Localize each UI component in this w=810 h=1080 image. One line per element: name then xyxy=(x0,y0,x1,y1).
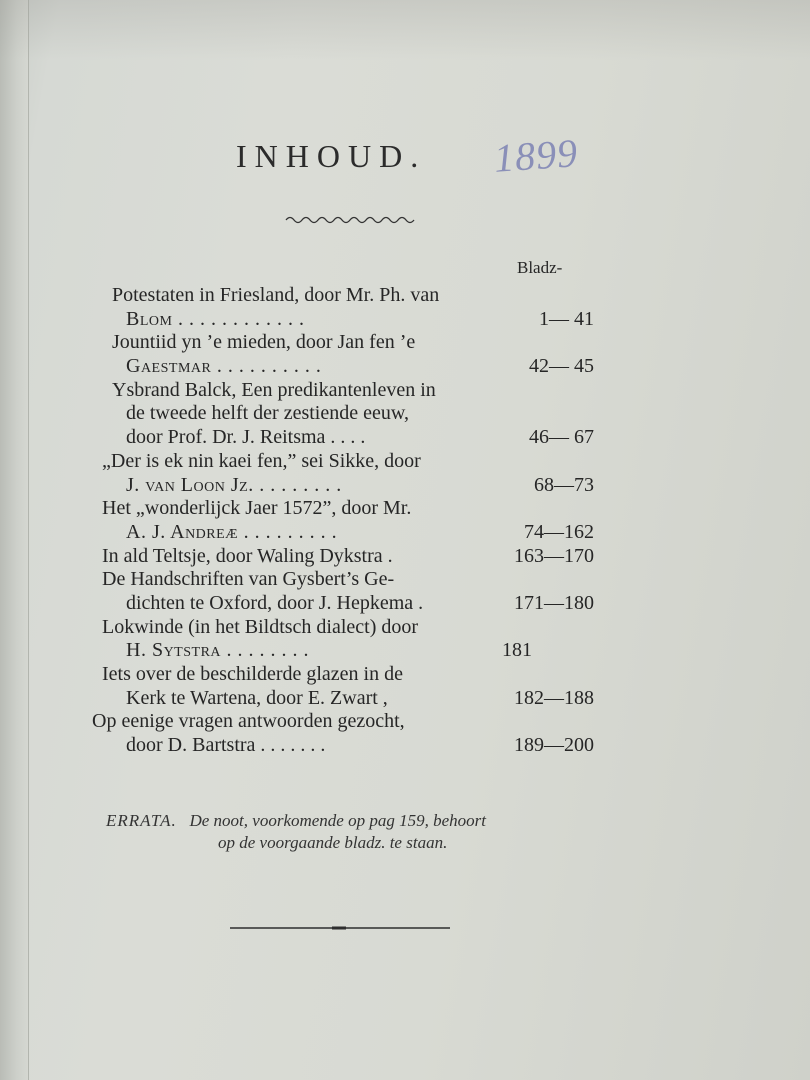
toc-line: de tweede helft der zestiende eeuw, xyxy=(126,402,409,425)
toc-line: Lokwinde (in het Bildtsch dialect) door xyxy=(102,615,419,638)
page-range: 1— 41 xyxy=(539,307,594,330)
page-range: 46— 67 xyxy=(529,426,594,449)
page-title: INHOUD. xyxy=(236,138,427,174)
toc-line: J. van Loon Jz. . . . . . . . . 68—73 xyxy=(126,473,594,496)
page-shadow xyxy=(0,0,810,60)
page-range: 42— 45 xyxy=(529,355,594,378)
toc-line: A. J. Andreæ . . . . . . . . . 74—162 xyxy=(126,520,594,543)
page-range: 182—188 xyxy=(514,686,594,709)
toc-line: In ald Teltsje, door Waling Dykstra . 163—170 xyxy=(102,544,594,567)
toc-line: Blom . . . . . . . . . . . . 1— 41 xyxy=(126,307,594,330)
errata-note xyxy=(106,810,606,854)
table-of-contents xyxy=(92,284,598,758)
toc-line: Het „wonderlijck Jaer 1572”, door Mr. xyxy=(102,497,412,520)
errata-text-line2: op de voorgaande bladz. te staan. xyxy=(218,833,448,852)
toc-line: Ysbrand Balck, Een predikantenleven in xyxy=(112,378,436,401)
toc-line: „Der is ek nin kaei fen,” sei Sikke, door xyxy=(102,449,421,472)
book-gutter xyxy=(0,0,29,1080)
handwritten-year: 1899 xyxy=(492,130,580,181)
toc-line: Kerk te Wartena, door E. Zwart , 182—188 xyxy=(126,686,594,709)
toc-line: door D. Bartstra . . . . . . . 189—200 xyxy=(126,734,594,757)
toc-line: Gaestmar . . . . . . . . . . 42— 45 xyxy=(126,355,594,378)
toc-line: door Prof. Dr. J. Reitsma . . . . 46— 67 xyxy=(126,426,594,449)
closing-rule xyxy=(230,926,454,934)
page-range: 163—170 xyxy=(514,544,594,567)
page-range: 189—200 xyxy=(514,734,594,757)
toc-line: Iets over de beschilderde glazen in de xyxy=(102,663,403,685)
page-range: 181 xyxy=(502,639,532,662)
toc-line: Op eenige vragen antwoorden gezocht, xyxy=(92,710,405,733)
column-header-pages: Bladz- xyxy=(517,258,563,277)
page-range: 74—162 xyxy=(524,520,594,543)
errata-label: ERRATA. xyxy=(106,811,177,830)
ornament-squiggle xyxy=(284,214,418,226)
toc-line: H. Sytstra . . . . . . . . 181 xyxy=(126,639,532,662)
errata-text-line1: De noot, voorkomende op pag 159, behoort xyxy=(189,811,486,830)
toc-line: Potestaten in Friesland, door Mr. Ph. van xyxy=(112,284,440,306)
page-range: 68—73 xyxy=(534,473,594,496)
toc-line: dichten te Oxford, door J. Hepkema . 171—180 xyxy=(126,591,594,614)
toc-line: Jountiid yn ’e mieden, door Jan fen ’e xyxy=(112,331,416,354)
page-range: 171—180 xyxy=(514,591,594,614)
toc-line: De Handschriften van Gysbert’s Ge- xyxy=(102,568,395,591)
